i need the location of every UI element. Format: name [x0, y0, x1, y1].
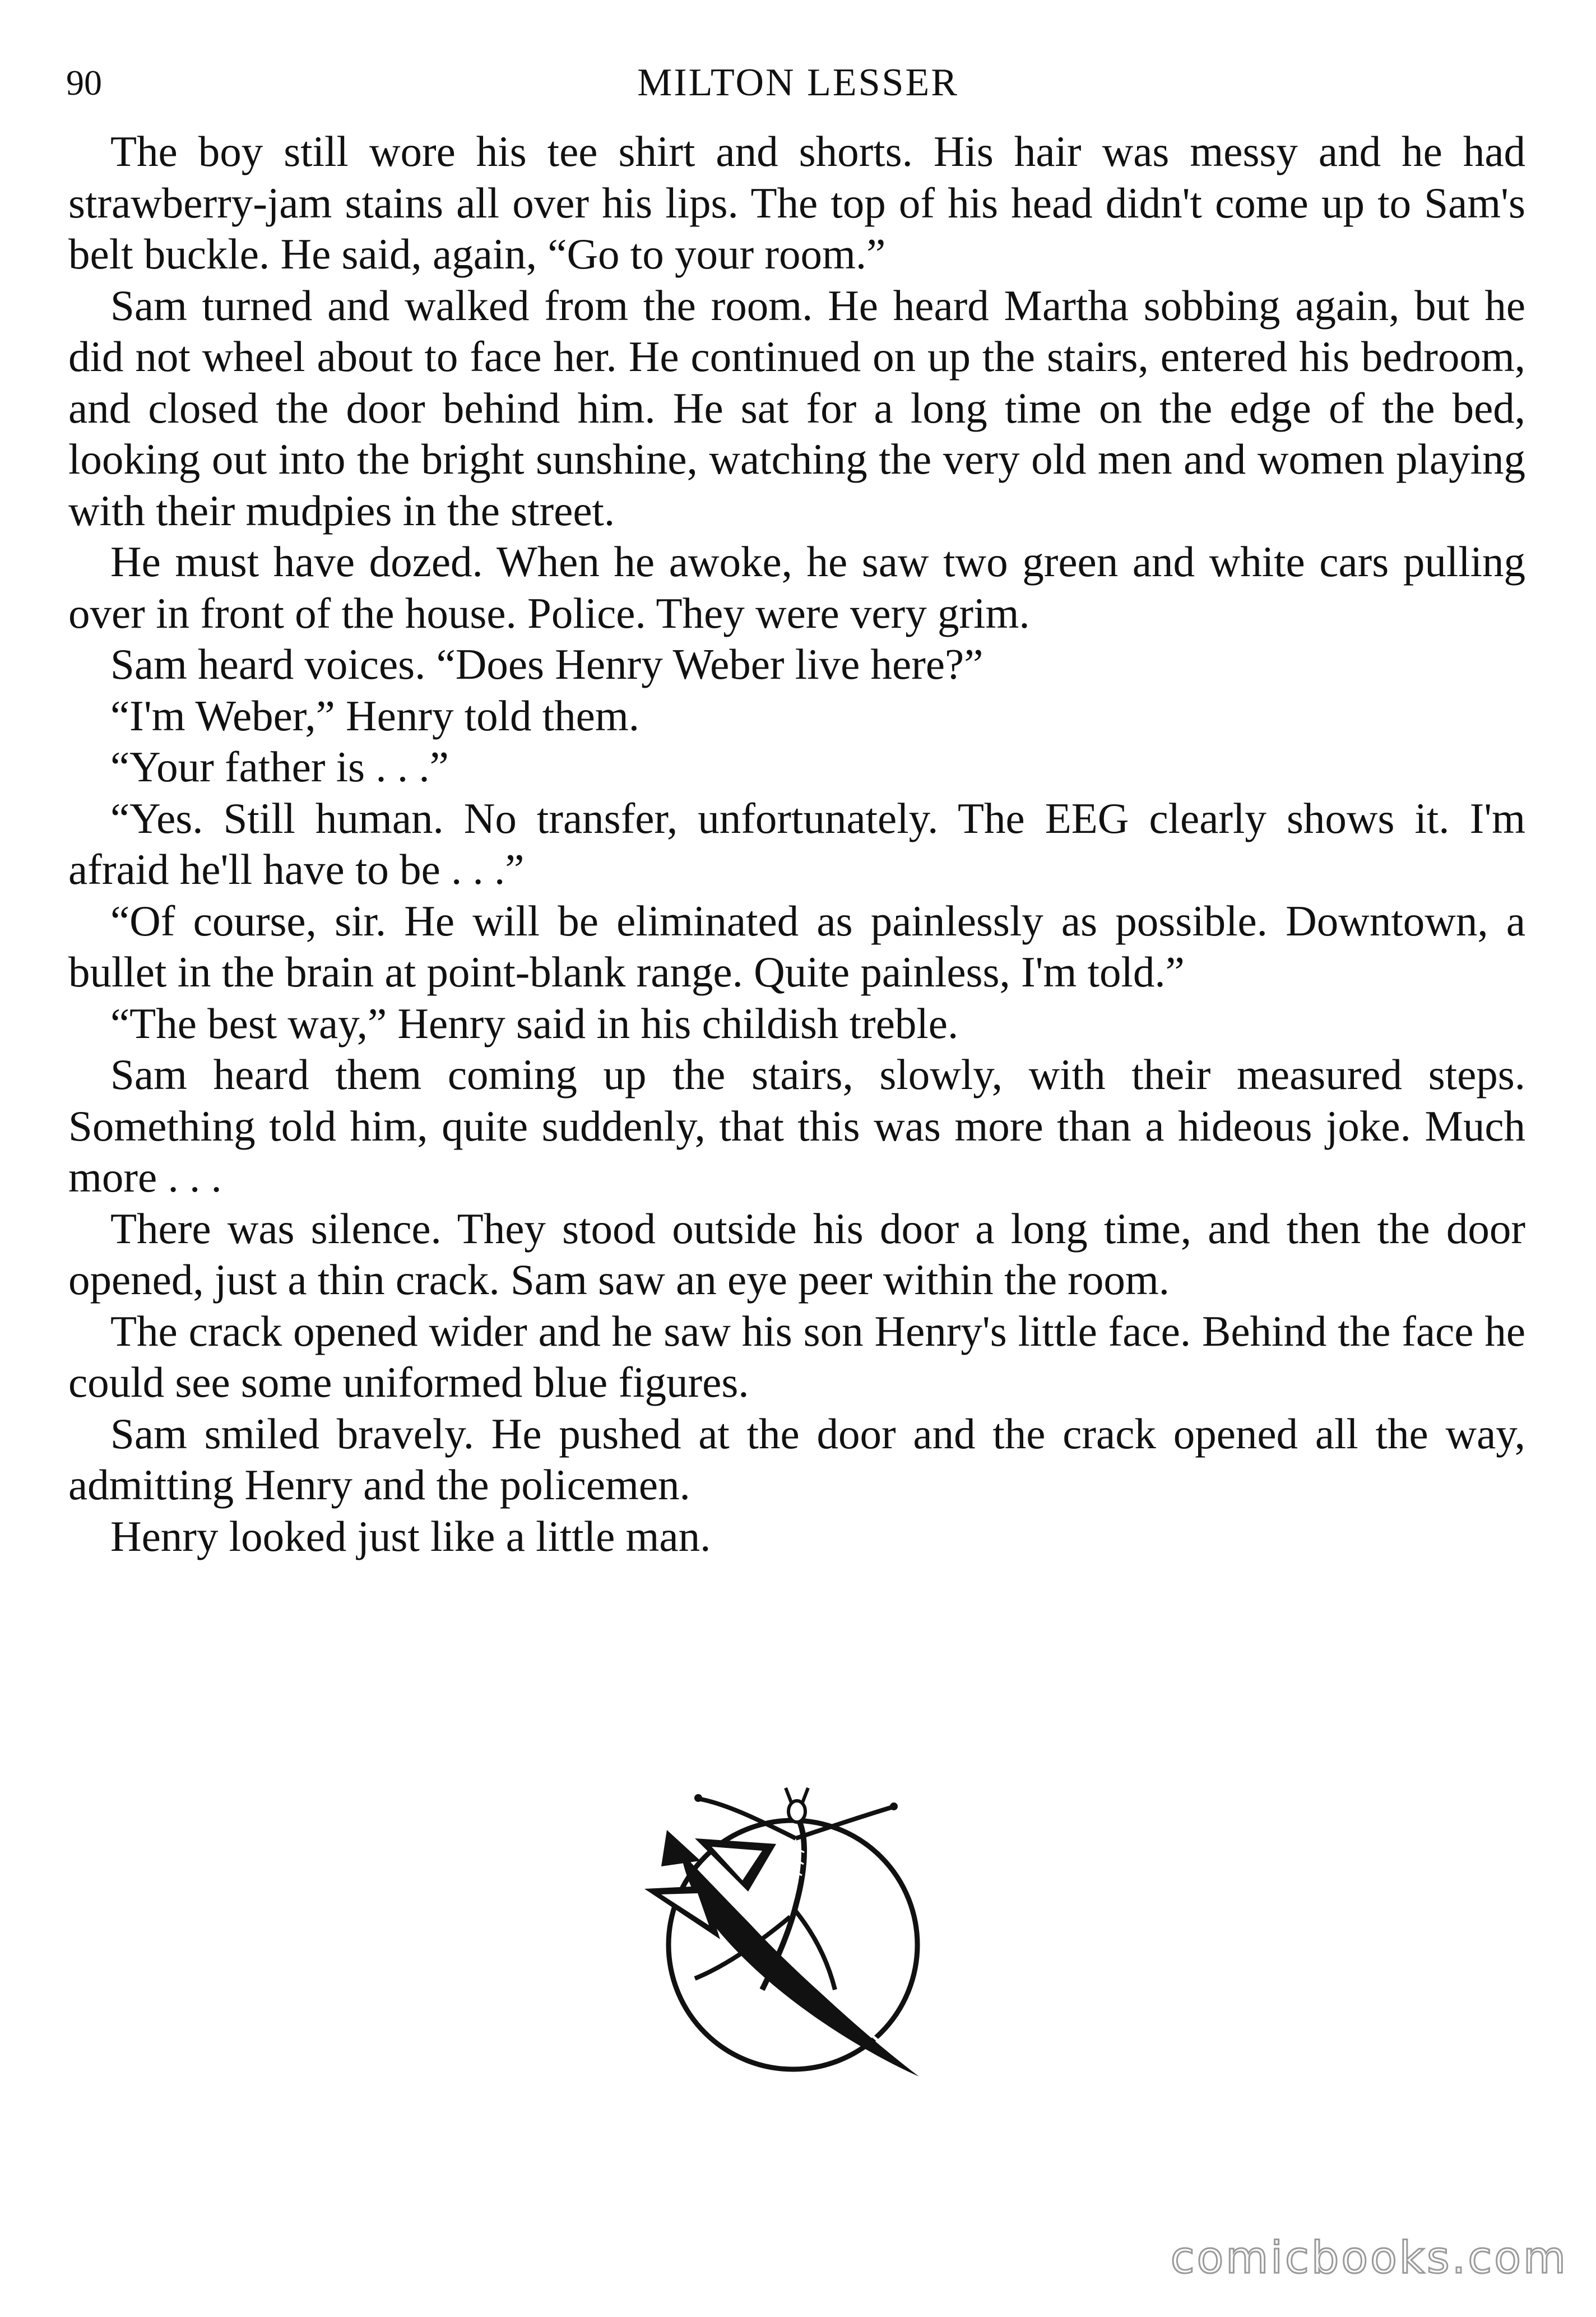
paragraph: Sam turned and walked from the room. He heard Martha sobbing again, but he did not wheel about to face her. He continued on up the stairs, entered his bedroom, and closed the door behind him. He sat for a long time on the edge of the bed, looking out into the bright sunshine, watching the very old men and women playing with their mudpies in the street. [68, 281, 1525, 535]
paragraph: “Yes. Still human. No transfer, unfortunately. The EEG clearly shows it. I'm afraid he'll have to be . . .” [68, 794, 1525, 893]
paragraph: “The best way,” Henry said in his childish treble. [110, 999, 959, 1048]
paragraph: “I'm Weber,” Henry told them. [110, 691, 639, 740]
paragraph: Henry looked just like a little man. [110, 1512, 711, 1560]
paragraph: Sam heard them coming up the stairs, slowly, with their measured steps. Something told him, quite suddenly, that this was more than a hideous joke. Much more . . . [68, 1050, 1525, 1201]
paragraph: Sam heard voices. “Does Henry Weber live here?” [110, 640, 983, 688]
paragraph: Sam smiled bravely. He pushed at the door and the crack opened all the way, admitting Henry and the policemen. [68, 1409, 1525, 1509]
paragraph: The crack opened wider and he saw his son Henry's little face. Behind the face he could see some uniformed blue figures. [68, 1306, 1525, 1406]
rocket-figure-icon [628, 1777, 941, 2091]
page-number: 90 [66, 63, 102, 103]
body-text [68, 126, 1525, 1562]
paragraph: He must have dozed. When he awoke, he saw two green and white cars pulling over in front of the house. Police. They were very grim. [68, 537, 1525, 637]
paragraph: There was silence. They stood outside his door a long time, and then the door opened, just a thin crack. Sam saw an eye peer within the room. [68, 1204, 1525, 1304]
paragraph: “Of course, sir. He will be eliminated as painlessly as possible. Downtown, a bullet in the brain at point-blank range. Quite painless, I'm told.” [68, 896, 1525, 996]
paragraph: “Your father is . . .” [110, 743, 449, 791]
running-head: MILTON LESSER [637, 61, 959, 104]
paragraph: The boy still wore his tee shirt and shorts. His hair was messy and he had strawberry-jam stains all over his lips. The top of his head didn't come up to Sam's belt buckle. He said, again, “Go to your room.” [68, 127, 1525, 278]
watermark: comicbooks.com [1170, 2233, 1568, 2283]
